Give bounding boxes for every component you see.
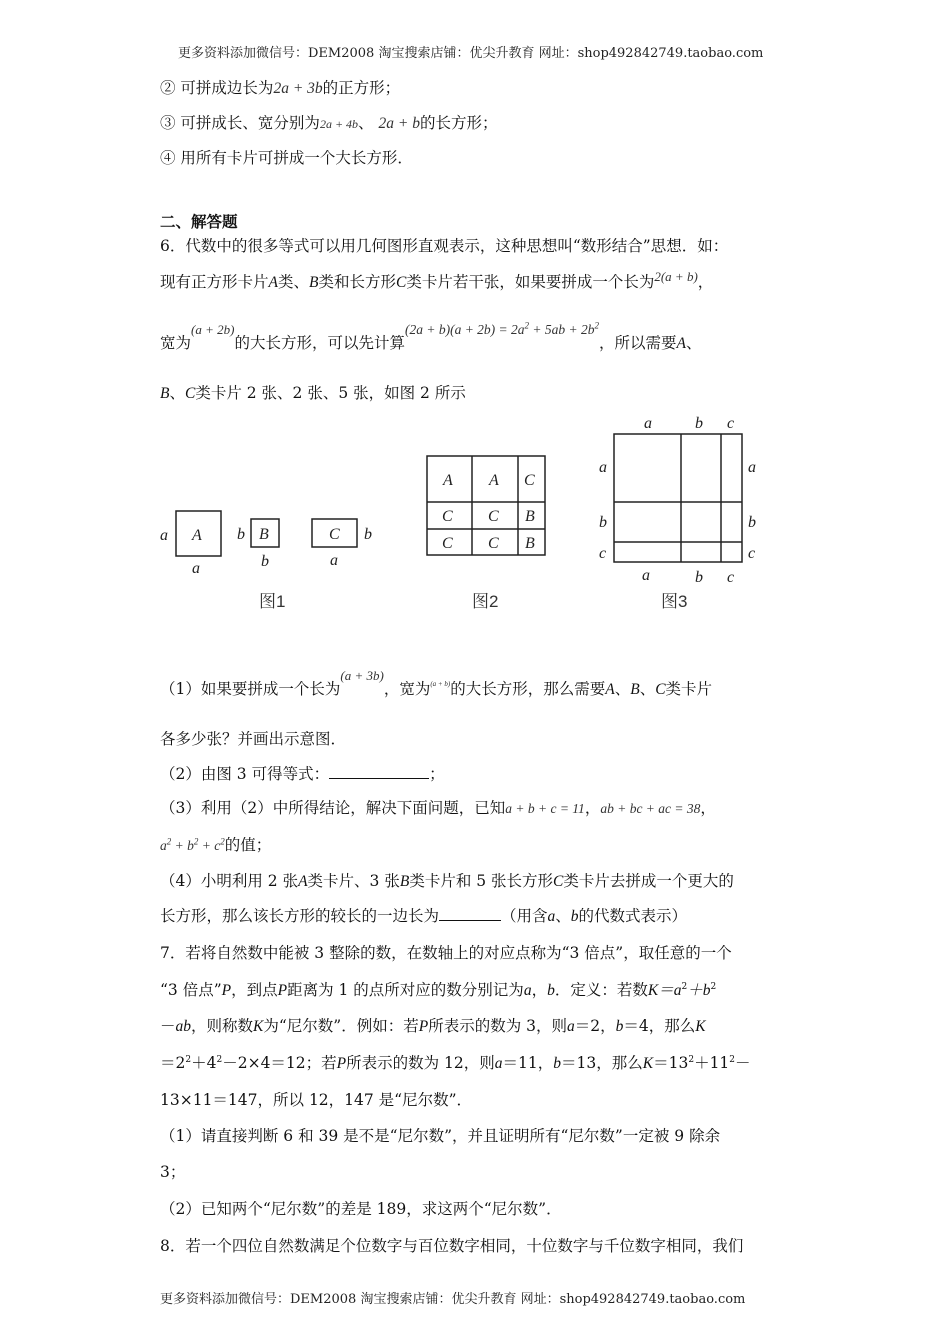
fig1-c-bottom: a <box>330 552 338 569</box>
q6-p1-length: (a + 3b) <box>340 668 384 683</box>
q7-l4-mid2: －2×4＝12；若 <box>222 1054 337 1072</box>
option-3-sep: 、 <box>358 114 374 132</box>
q6-p3-pre: （3）利用（2）中所得结论，解决下面问题，已知 <box>160 799 506 817</box>
q6-l3-end: ，所以需要 <box>599 334 677 352</box>
q6-p4-l2-end: 的代数式表示） <box>578 907 688 925</box>
fig3-outer <box>614 434 742 562</box>
q7-l3-bval: ＝4，那么 <box>623 1017 696 1035</box>
q6-l3-pre: 宽为 <box>160 334 192 352</box>
q6-p3-sup-b: 2 <box>193 836 199 847</box>
fig1-b-left: b <box>237 526 245 543</box>
fig2-cell: C <box>488 508 499 525</box>
q7-var-ab: ab <box>175 1018 192 1035</box>
q6-p4-l2-sep: 、 <box>555 907 571 925</box>
q6-calc-mid: + 5ab + 2b <box>529 322 595 337</box>
q7-l4-mid3: 所表示的数为 12，则 <box>346 1054 495 1072</box>
q7-l2-mid3: ．定义：若数 <box>554 981 648 999</box>
q6-p3-a: a <box>160 838 167 853</box>
fig2-cell: A <box>443 472 453 489</box>
q7-line4 <box>160 1053 751 1074</box>
option-3-math2: 2a + b <box>378 115 420 132</box>
fig3-bottom-a: a <box>642 567 650 584</box>
q6-calc-sup2: 2 <box>594 320 600 331</box>
q6-line3 <box>160 320 702 354</box>
q6-p2-post: ； <box>429 765 445 783</box>
q7-sup: 2 <box>710 981 717 992</box>
q6-p1-pre: （1）如果要拼成一个长为 <box>160 680 341 698</box>
q7-var-P2: P <box>277 982 288 999</box>
q6-part3-line1 <box>160 798 716 819</box>
fig3-top-a: a <box>644 415 652 432</box>
fig3-left-c: c <box>599 545 607 562</box>
q6-part2 <box>160 764 445 784</box>
fig1-c-name: C <box>329 526 340 543</box>
q7-part1-line1: （1）请直接判断 6 和 39 是不是“尼尔数”，并且证明所有“尼尔数”一定被 9 除余 <box>160 1127 721 1145</box>
q7-part2: （2）已知两个“尼尔数”的差是 189，求这两个“尼尔数”． <box>160 1200 562 1218</box>
q6-part1-line2: 各多少张？并画出示意图． <box>160 730 347 748</box>
q6-length-expr: 2(a + b) <box>654 269 698 284</box>
option-2 <box>160 78 400 99</box>
q7-l2-sep: ， <box>531 981 548 999</box>
q7-sup: 2 <box>681 981 688 992</box>
fig1-a-left: a <box>160 527 168 544</box>
fig1-b-bottom: b <box>261 553 269 570</box>
fig3-left-b: b <box>599 514 607 531</box>
fig1-a-name: A <box>192 527 202 544</box>
fig3-right-a: a <box>748 459 756 476</box>
q6-p4-var-C: C <box>553 873 564 890</box>
q7-var-b: b <box>547 982 555 999</box>
q7-sup: 2 <box>729 1054 736 1065</box>
option-2-math: 2a + 3b <box>273 80 323 97</box>
q7-sup: 2 <box>185 1054 192 1065</box>
q6-line2 <box>160 269 714 293</box>
q6-line1: 6．代数中的很多等式可以用几何图形直观表示，这种思想叫“数形结合”思想．如： <box>160 237 729 255</box>
q6-p3-sum-squares <box>160 838 225 853</box>
q7-l3-aval: ＝2， <box>574 1017 616 1035</box>
q6-p1-var-B: B <box>630 681 640 698</box>
q7-line1: 7．若将自然数中能被 3 整除的数，在数轴上的对应点称为“3 倍点”，取任意的一个 <box>160 944 732 962</box>
q7-l3-var-K2: K <box>695 1018 706 1035</box>
q7-l3-var-b: b <box>615 1018 624 1035</box>
fig3-right-c: c <box>748 545 756 562</box>
option-4: ④ 用所有卡片可拼成一个大长方形． <box>160 149 413 167</box>
q7-l2-pre: “3 倍点” <box>160 981 222 999</box>
q6-calc-lhs: (2a + b)(a + 2b) = 2a <box>404 322 525 337</box>
q6-calc-sup1: 2 <box>524 320 530 331</box>
page-header: 更多资料添加微信号：DEM2008 淘宝搜索店铺：优尖升教育 网址：shop492842749.taobao.com <box>178 46 764 61</box>
q6-var-C: C <box>395 274 407 291</box>
q6-p3-sup-c: 2 <box>220 836 225 847</box>
q7-l3-mid2: 为“尼尔数”．例如：若 <box>263 1017 419 1035</box>
q6-p1-var-C: C <box>655 681 666 698</box>
q6-width-expr: (a + 2b) <box>191 322 235 337</box>
fig2-cell: B <box>525 535 535 552</box>
q6-p3-post: 的值； <box>224 836 272 854</box>
q6-p4-var-b: b <box>570 908 579 925</box>
q7-l4-bval: ＝13，那么 <box>561 1054 643 1072</box>
q6-p4-post: 类卡片去拼成一个更大的 <box>563 872 734 890</box>
q6-p4-mid1: 类卡片、3 张 <box>307 872 400 890</box>
q6-l4-var-C: C <box>184 385 196 402</box>
q7-l3-minus: － <box>160 1017 176 1035</box>
q7-line3 <box>160 1016 706 1037</box>
fig1-label: 图1 <box>259 592 286 611</box>
q6-part4-line1 <box>160 871 734 892</box>
q6-p4-mid2: 类卡片和 5 张长方形 <box>409 872 554 890</box>
q7-l3-mid3: 所表示的数为 3，则 <box>428 1017 567 1035</box>
option-3-math1: 2a + 4b <box>319 117 359 131</box>
q7-l3-var-K: K <box>253 1018 264 1035</box>
q7-var-P: P <box>221 982 232 999</box>
fig3-right-b: b <box>748 514 756 531</box>
q7-l4-pre: ＝2 <box>160 1054 186 1072</box>
q7-l4-mid: ＋4 <box>191 1054 217 1072</box>
q7-line5: 13×11＝147，所以 12，147 是“尼尔数”． <box>160 1091 473 1109</box>
q7-l4-var-K: K <box>642 1055 654 1072</box>
q6-l3-sep: 、 <box>686 334 702 352</box>
fig3-top-c: c <box>727 415 735 432</box>
fig3-bottom-b: b <box>695 569 703 586</box>
section-title: 二、解答题 <box>160 212 238 231</box>
fig1-a-bottom: a <box>192 560 200 577</box>
q6-p4-var-B: B <box>399 873 410 890</box>
figures-panel <box>0 405 950 620</box>
q6-l3-var-A: A <box>676 335 686 352</box>
q6-var-B: B <box>309 274 319 291</box>
q6-p3-b: + b <box>171 838 194 853</box>
q7-sup: 2 <box>216 1054 223 1065</box>
q6-p4-l2-post: （用含 <box>501 907 548 925</box>
q6-p3-eq1: a + b + c = 11 <box>505 801 585 816</box>
q6-part1-line1 <box>160 668 713 702</box>
q7-l2-eq: ＝a <box>658 982 682 999</box>
fig3-left-a: a <box>599 459 607 476</box>
q6-l4-mid1: 、 <box>169 384 185 402</box>
q6-l2-mid3: 类卡片若干张，如果要拼成一个长为 <box>406 273 655 291</box>
q7-var-K: K <box>647 982 659 999</box>
q6-p3-sep: ， <box>584 799 601 817</box>
q6-p3-c: + c <box>198 838 221 853</box>
fig2-cell: C <box>524 472 535 489</box>
q7-l2-mid2: 距离为 1 的点所对应的数分别记为 <box>287 981 524 999</box>
q6-l3-mid: 的大长方形，可以先计算 <box>234 334 405 352</box>
answer-blank[interactable] <box>329 778 429 779</box>
page-footer: 更多资料添加微信号：DEM2008 淘宝搜索店铺：优尖升教育 网址：shop492842749.taobao.com <box>160 1292 746 1307</box>
q7-l4-var-a: a <box>494 1055 503 1072</box>
q6-part3-line2 <box>160 835 271 856</box>
fig2-cell: A <box>489 472 499 489</box>
q6-l2-pre: 现有正方形卡片 <box>160 273 269 291</box>
fig1-b-name: B <box>259 526 269 543</box>
q6-var-A: A <box>268 274 278 291</box>
q6-p2-pre: （2）由图 3 可得等式： <box>160 765 330 783</box>
q7-l3-var-P: P <box>418 1018 429 1035</box>
q6-part4-line2 <box>160 906 687 927</box>
option-2-text: ② 可拼成边长为 <box>160 79 274 97</box>
q7-l2-plus: ＋b <box>687 982 711 999</box>
q6-p1-post: 类卡片 <box>665 680 713 698</box>
q6-p1-width: (a + b) <box>430 680 451 688</box>
q7-l4-end: － <box>735 1054 751 1072</box>
fig2-cell: C <box>442 535 453 552</box>
q7-sup: 2 <box>688 1054 695 1065</box>
fig3-label: 图3 <box>661 592 688 611</box>
q6-p4-var-A: A <box>298 873 308 890</box>
q7-var-a: a <box>523 982 532 999</box>
fig2-label: 图2 <box>472 592 499 611</box>
q6-p1-sep1: 、 <box>614 680 631 698</box>
q7-l4-k: ＝13 <box>653 1054 689 1072</box>
q6-p1-post-pre: 的大长方形，那么需要 <box>450 680 606 698</box>
q6-p4-pre: （4）小明利用 2 张 <box>160 872 299 890</box>
q6-p3-sup-a: 2 <box>166 836 172 847</box>
q7-l4-var-b: b <box>553 1055 562 1072</box>
q7-part1-line2: 3； <box>160 1163 186 1181</box>
q6-p4-var-a: a <box>547 908 556 925</box>
q8-line1: 8．若一个四位自然数满足个位数字与百位数字相同，十位数字与千位数字相同，我们 <box>160 1237 744 1255</box>
q6-p1-var-A: A <box>605 681 615 698</box>
q7-l4-aval: ＝11， <box>502 1054 554 1072</box>
q6-l4-var-B: B <box>160 385 170 402</box>
q6-p1-sep2: 、 <box>639 680 656 698</box>
q6-line4 <box>160 383 466 404</box>
option-3-text: ③ 可拼成长、宽分别为 <box>160 114 320 132</box>
fig2-cell: C <box>488 535 499 552</box>
q7-l4-k2: ＋11 <box>694 1054 730 1072</box>
q7-line2 <box>160 980 716 1001</box>
option-3 <box>160 113 497 134</box>
fig3-bottom-c: c <box>727 569 735 586</box>
fig2-cell: B <box>525 508 535 525</box>
q7-l3-mid: ，则称数 <box>191 1017 254 1035</box>
q6-l4-rest: 类卡片 2 张、2 张、5 张，如图 2 所示 <box>195 384 466 402</box>
q6-p3-eq2: ab + bc + ac = 38 <box>600 801 701 816</box>
option-3-post: 的长方形； <box>419 114 498 132</box>
q6-l2-mid2: 类和长方形 <box>318 273 396 291</box>
answer-blank[interactable] <box>439 920 501 921</box>
fig2-cell: C <box>442 508 453 525</box>
option-2-post: 的正方形； <box>322 79 401 97</box>
q6-l2-end: ， <box>697 273 714 291</box>
q7-l3-var-a: a <box>567 1018 575 1035</box>
q7-l2-mid: ，到点 <box>231 981 278 999</box>
q6-p4-l2-pre: 长方形，那么该长方形的较长的一边长为 <box>160 907 440 925</box>
q6-p1-mid: ，宽为 <box>383 680 431 698</box>
fig1-c-right: b <box>364 526 372 543</box>
q6-calc-expr <box>405 322 599 337</box>
q6-p3-end: ， <box>700 799 716 817</box>
q7-l4-var-P: P <box>336 1055 347 1072</box>
fig3-top-b: b <box>695 415 703 432</box>
q6-l2-mid1: 类、 <box>277 273 309 291</box>
